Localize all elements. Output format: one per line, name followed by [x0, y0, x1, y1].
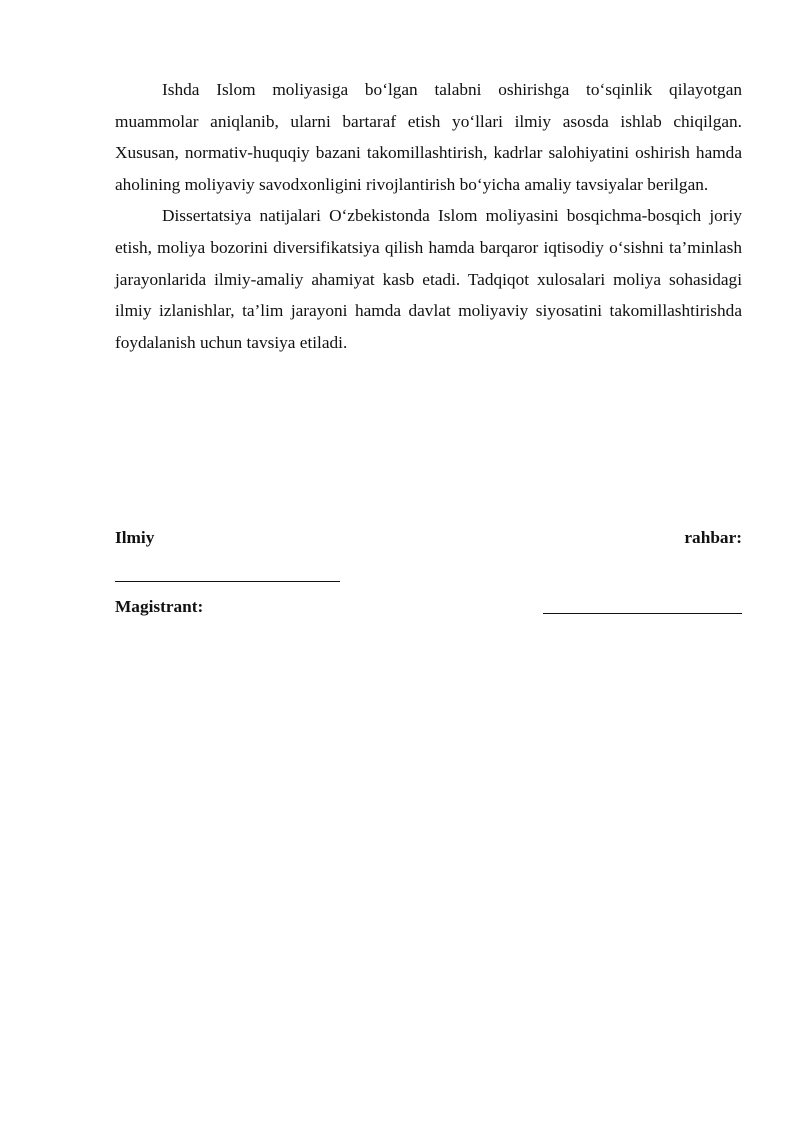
student-label: Magistrant:: [115, 597, 204, 616]
advisor-label-first-word: Ilmiy: [115, 528, 155, 547]
advisor-label-second-word: rahbar:: [684, 528, 742, 547]
advisor-signature-row: [115, 528, 742, 558]
paragraph-significance: Dissertatsiya natijalari O‘zbekistonda Islom moliyasini bosqichma-bosqich joriy etish, moliya bozorini diversifikatsiya qilish hamda barqaror iqtisodiy o‘sishni ta’minlash jarayonlarida ilmiy-amaliy ahamiyat kasb etadi. Tadqiqot xulosalari moliya sohasidagi ilmiy izlanishlar, ta’lim jarayoni hamda davlat moliyaviy siyosatini takomillashtirishda foydalanish uchun tavsiya etiladi.: [115, 206, 742, 352]
paragraph-findings: Ishda Islom moliyasiga bo‘lgan talabni oshirishga to‘sqinlik qilayotgan muammolar aniqlanib, ularni bartaraf etish yo‘llari ilmiy asosda ishlab chiqilgan. Xususan, normativ-huquqiy bazani takomillashtirish, kadrlar salohiyatini oshirish hamda aholining moliyaviy savodxonligini rivojlantirish bo‘yicha amaliy tavsiyalar berilgan.: [115, 80, 742, 194]
student-signature-line: [543, 613, 742, 614]
document-body: [115, 74, 742, 358]
advisor-signature-line: [115, 581, 340, 582]
student-signature-row: [115, 597, 742, 627]
